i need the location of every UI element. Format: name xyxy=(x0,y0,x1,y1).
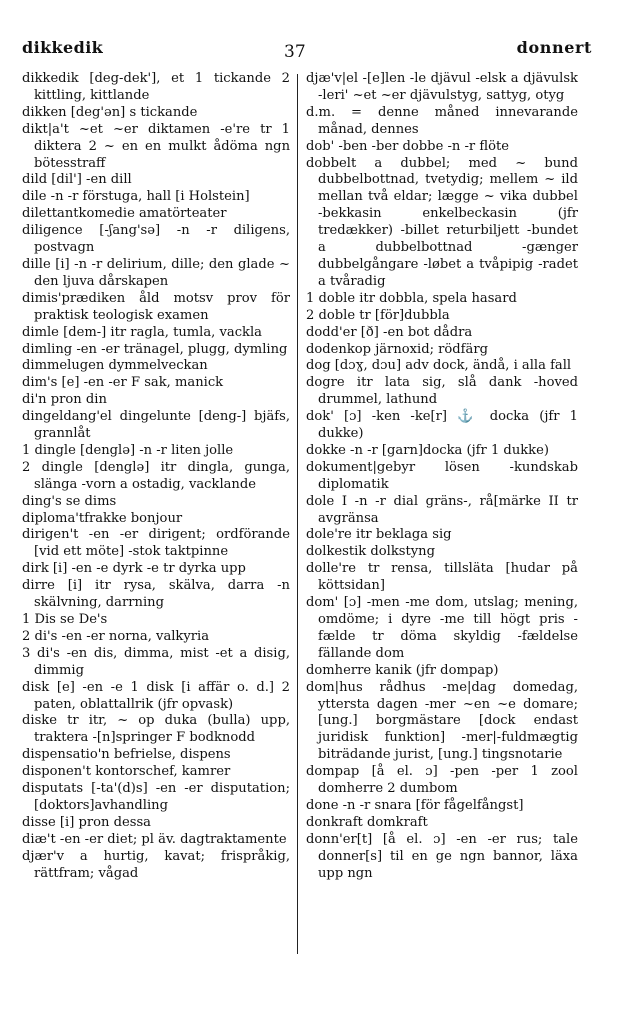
dictionary-entry: dild [dil'] -en dill xyxy=(22,172,132,188)
dictionary-entry: dille [i] -n -r delirium, dille; den glade ~ den ljuva dårskapen xyxy=(22,256,290,289)
dictionary-entry: dom' [ɔ] -men -me dom, utslag; mening, omdöme; i dyre -me till högt pris -fælde tr döma skyldig -fældelse fällande dom xyxy=(306,595,578,661)
dictionary-entry: ding's se dims xyxy=(22,493,117,509)
dictionary-entry: 3 di's -en dis, dimma, mist -et a disig, dimmig xyxy=(22,645,290,678)
dictionary-entry: dikt|a't ~et ~er diktamen -e're tr 1 diktera 2 ~ en en mulkt ådöma ngn bötesstraff xyxy=(22,121,290,171)
dictionary-entry: diligence [-ʃang'sə] -n -r diligens, postvagn xyxy=(22,223,290,256)
dictionary-entry: di'n pron din xyxy=(22,392,107,408)
dictionary-entry: diske tr itr, ~ op duka (bulla) upp, traktera -[n]springer F bodknodd xyxy=(22,713,290,746)
dictionary-entry: dob' -ben -ber dobbe -n -r flöte xyxy=(306,138,509,154)
dictionary-entry: dolle're tr rensa, tillsläta [hudar på köttsidan] xyxy=(306,561,578,594)
dictionary-entry: djær'v a hurtig, kavat; frispråkig, rättfram; vågad xyxy=(22,848,290,881)
dictionary-entry: dingeldang'el dingelunte [deng-] bjäfs, grannlåt xyxy=(22,409,290,442)
dictionary-entry: disputats [-ta'(d)s] -en -er disputation; [doktors]avhandling xyxy=(22,781,290,813)
dictionary-entry: dim's [e] -en -er F sak, manick xyxy=(22,375,224,391)
dictionary-entry: dirigen't -en -er dirigent; ordförande [vid ett möte] -stok taktpinne xyxy=(22,527,290,560)
dictionary-entry: disse [i] pron dessa xyxy=(22,814,151,830)
right-running-headword: donnert xyxy=(516,38,592,57)
dictionary-entry: dog [dɔɣ, dɔu] adv dock, ändå, i alla fall xyxy=(306,358,572,374)
dictionary-entry: dom|hus rådhus -me|dag domedag, yttersta dagen -mer ~en ~e domare; [ung.] borgmästare [dock endast juridisk funktion] -mer|-fuldmægtig biträdande jurist, [ung.] tingsnotarie xyxy=(306,679,578,763)
dictionary-entry: dogre itr lata sig, slå dank -hoved drummel, lathund xyxy=(306,375,578,408)
dictionary-entry: 1 Dis se De's xyxy=(22,612,108,627)
dictionary-entry: dimmelugen dymmelveckan xyxy=(22,358,208,374)
dictionary-entry: dimis'prædiken åld motsv prov för praktisk teologisk examen xyxy=(22,290,290,323)
dictionary-entry: done -n -r snara [för fågelfångst] xyxy=(306,797,524,813)
left-column xyxy=(22,71,290,883)
dictionary-entry: dirk [i] -en -e dyrk -e tr dyrka upp xyxy=(22,561,246,577)
dictionary-entry: dole I -n -r dial gräns-, rå[märke II tr avgränsa xyxy=(306,493,578,526)
page-header xyxy=(22,38,592,62)
dictionary-entry: dimling -en -er tränagel, plugg, dymling xyxy=(22,341,288,357)
dictionary-entry: dodenkop järnoxid; rödfärg xyxy=(306,341,488,357)
dictionary-entry: 1 dingle [denglə] -n -r liten jolle xyxy=(22,442,234,458)
right-column xyxy=(306,71,578,883)
dictionary-entry: dirre [i] itr rysa, skälva, darra -n skälvning, darrning xyxy=(22,578,290,611)
dictionary-entry: dispensatio'n befrielse, dispens xyxy=(22,747,231,763)
dictionary-entry: dok' [ɔ] -ken -ke[r] ⚓ docka (jfr 1 dukke) xyxy=(306,409,578,442)
dictionary-entry: 1 doble itr dobbla, spela hasard xyxy=(306,290,517,306)
dictionary-entry: dole're itr beklaga sig xyxy=(306,527,452,543)
dictionary-entry: domherre kanik (jfr dompap) xyxy=(306,662,499,678)
page-number: 37 xyxy=(284,42,306,62)
dictionary-entry: dodd'er [ð] -en bot dådra xyxy=(306,324,473,340)
dictionary-entry: dobbelt a dubbel; med ~ bund dubbelbottnad, tvetydig; mellem ~ ild mellan två eldar; lægge ~ vika dubbel -bekkasin enkelbeckasin (jfr tredækker) -billet returbiljett -bundet a dubbelbottnad -gænger dubbelgångare -løbet a tvåpipig -radet a tvåradig xyxy=(306,155,578,289)
dictionary-entry: dokke -n -r [garn]docka (jfr 1 dukke) xyxy=(306,442,549,458)
dictionary-entry: dompap [å el. ɔ] -pen -per 1 zool domherre 2 dumbom xyxy=(306,764,578,797)
column-divider xyxy=(297,74,298,954)
dictionary-entry: dikken [deg'ən] s tickande xyxy=(22,104,198,120)
dictionary-entry: 2 doble tr [för]dubbla xyxy=(306,307,450,323)
dictionary-entry: djæ'v|el -[e]len -le djävul -elsk a djävulsk -leri' ~et ~er djävulstyg, sattyg, otyg xyxy=(306,71,578,103)
dictionary-entry: diploma'tfrakke bonjour xyxy=(22,510,183,526)
dictionary-entry: dokument|gebyr lösen -kundskab diplomatik xyxy=(306,459,578,492)
dictionary-entry: dilettantkomedie amatörteater xyxy=(22,206,227,222)
dictionary-entry: disk [e] -en -e 1 disk [i affär o. d.] 2 paten, oblattallrik (jfr opvask) xyxy=(22,679,290,712)
dictionary-entry: 2 dingle [denglə] itr dingla, gunga, slänga -vorn a ostadig, vacklande xyxy=(22,459,290,492)
dictionary-entry: donn'er[t] [å el. ɔ] -en -er rus; tale donner[s] til en ge ngn bannor, läxa upp ngn xyxy=(306,831,578,881)
dictionary-entry: disponen't kontorschef, kamrer xyxy=(22,764,231,780)
dictionary-entry: dimle [dem-] itr ragla, tumla, vackla xyxy=(22,324,262,340)
dictionary-entry: d.m. = denne måned innevarande månad, dennes xyxy=(306,104,578,137)
dictionary-entry: donkraft domkraft xyxy=(306,814,428,830)
left-running-headword: dikkedik xyxy=(22,38,104,57)
dictionary-entry: dolkestik dolkstyng xyxy=(306,544,435,560)
dictionary-entry: 2 di's -en -er norna, valkyria xyxy=(22,628,210,644)
dictionary-entry: diæ't -en -er diet; pl äv. dagtraktamente xyxy=(22,831,287,847)
dictionary-entry: dile -n -r förstuga, hall [i Holstein] xyxy=(22,189,250,205)
dictionary-entry: dikkedik [deg-dek'], et 1 tickande 2 kittling, kittlande xyxy=(22,71,290,103)
